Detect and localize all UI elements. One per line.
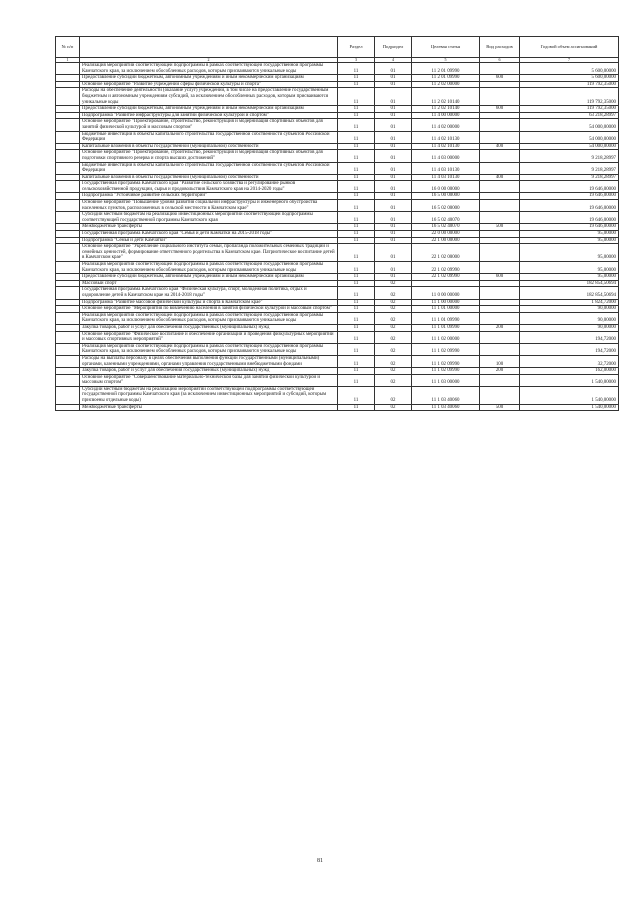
subsection-code: 01 [375, 262, 412, 274]
expense-type-code [480, 193, 520, 200]
expense-name: Капитальные вложения в объекты государственной (муниципальной) собственности [80, 143, 338, 150]
expense-name: Реализация мероприятий соответствующей подпрограммы в рамках соответствующей государственной программы Камчатского края, за исключением обособленных расходов, которым присваиваются уникальные коды [80, 312, 338, 324]
table-row [56, 368, 619, 375]
expense-name: Государственная программа Камчатского края "Семья и дети Камчатки на 2015-2018 годы" [80, 231, 338, 238]
target-article-code: 11 4 03 00000 [412, 150, 480, 162]
target-article-code: 11 1 02 09990 [412, 368, 480, 375]
expense-type-code [480, 119, 520, 131]
expense-type-code [480, 237, 520, 244]
subsection-code: 01 [375, 174, 412, 181]
target-article-code: 22 1 02 09990 [412, 274, 480, 281]
row-number [56, 287, 80, 299]
section-code: 11 [338, 106, 375, 113]
section-code: 11 [338, 193, 375, 200]
table-row [56, 299, 619, 306]
table-row [56, 212, 619, 224]
target-article-code: 11 4 02 10130 [412, 131, 480, 143]
expense-name: Основное мероприятие "Проектирование, строительство, реконструкция и модернизация спортивных объектов для подготовки спортивного резерва и спорта высших достижений" [80, 150, 338, 162]
row-number [56, 75, 80, 82]
table-row [56, 224, 619, 231]
target-article-code: 22 1 00 00000 [412, 237, 480, 244]
table-row [56, 262, 619, 274]
amount: 9 218,28997 [520, 174, 619, 181]
subsection-code: 02 [375, 343, 412, 355]
target-article-code: 11 2 01 09990 [412, 63, 480, 75]
amount: 119 792,35000 [520, 81, 619, 88]
table-row [56, 200, 619, 212]
subsection-code: 02 [375, 355, 412, 367]
amount: 194,72000 [520, 331, 619, 343]
target-article-code: 16 0 00 00000 [412, 181, 480, 193]
expense-type-code [480, 386, 520, 404]
section-code: 11 [338, 224, 375, 231]
table-row [56, 143, 619, 150]
row-number [56, 331, 80, 343]
section-code: 11 [338, 63, 375, 75]
expense-type-code [480, 312, 520, 324]
table-row [56, 231, 619, 238]
expense-type-code [480, 343, 520, 355]
section-code: 11 [338, 368, 375, 375]
expense-type-code [480, 374, 520, 386]
row-number [56, 312, 80, 324]
target-article-code: 16 5 02 40070 [412, 224, 480, 231]
amount: 162,00000 [520, 368, 619, 375]
expense-name: Основное мероприятие "Укрепление социального института семьи, пропаганда положительных семейных традиций и семейных ценностей, формирование ответственного родительства в Камчатском крае. Патриотическое воспитание детей в Камчатском крае" [80, 244, 338, 262]
table-row [56, 150, 619, 162]
table-row [56, 404, 619, 411]
section-code: 11 [338, 299, 375, 306]
target-article-code: 22 0 00 00000 [412, 231, 480, 238]
table-row [56, 244, 619, 262]
table-row [56, 88, 619, 106]
subsection-code: 01 [375, 244, 412, 262]
table-row [56, 237, 619, 244]
amount: 63 218,28997 [520, 112, 619, 119]
target-article-code: 16 5 00 00000 [412, 193, 480, 200]
target-article-code: 11 1 00 00000 [412, 299, 480, 306]
table-row [56, 81, 619, 88]
target-article-code: 11 1 01 09990 [412, 312, 480, 324]
row-number [56, 112, 80, 119]
table-row [56, 75, 619, 82]
target-article-code: 11 1 01 09990 [412, 324, 480, 331]
table-row [56, 274, 619, 281]
subsection-code: 01 [375, 143, 412, 150]
amount: 119 792,35000 [520, 88, 619, 106]
amount: 194,72000 [520, 343, 619, 355]
expense-type-code [480, 162, 520, 174]
subsection-code: 02 [375, 324, 412, 331]
target-article-code: 11 2 02 10140 [412, 106, 480, 113]
expense-type-code [480, 244, 520, 262]
amount: 95,00000 [520, 244, 619, 262]
expense-type-code: 200 [480, 324, 520, 331]
expense-type-code [480, 63, 520, 75]
amount: 1 540,00000 [520, 386, 619, 404]
row-number [56, 355, 80, 367]
expense-name: Основное мероприятие "Развитие учреждений сферы физической культуры и спорта" [80, 81, 338, 88]
expense-name: Подпрограмма "Развитие массовой физической культуры и спорта в Камчатском крае" [80, 299, 338, 306]
row-number [56, 181, 80, 193]
amount: 19 646,00000 [520, 224, 619, 231]
row-number [56, 244, 80, 262]
amount: 5 600,00000 [520, 75, 619, 82]
expense-name: Подпрограмма "Устойчивое развитие сельских территорий" [80, 193, 338, 200]
expense-name: Реализация мероприятий соответствующей подпрограммы в рамках соответствующей государственной программы Камчатского края, за исключением обособленных расходов, которым присваиваются уникальные коды [80, 63, 338, 75]
section-code: 11 [338, 244, 375, 262]
amount: 9 218,28997 [520, 150, 619, 162]
section-code: 11 [338, 404, 375, 411]
table-row [56, 324, 619, 331]
expense-type-code [480, 112, 520, 119]
expense-type-code: 600 [480, 75, 520, 82]
section-code: 11 [338, 386, 375, 404]
section-code: 11 [338, 231, 375, 238]
row-number [56, 374, 80, 386]
row-number [56, 200, 80, 212]
expense-name: Субсидии местным бюджетам на реализацию мероприятий соответствующей подпрограммы соответствующей государственной программы Камчатского края (за исключением инвестиционных мероприятий и субсидий, которым присвоены отдельные коды) [80, 386, 338, 404]
target-article-code: 11 4 02 00000 [412, 119, 480, 131]
amount: 5 600,00000 [520, 63, 619, 75]
table-row [56, 355, 619, 367]
subsection-code: 01 [375, 131, 412, 143]
page-number: 81 [317, 858, 323, 864]
expense-name: Субсидии местным бюджетам на реализацию инвестиционных мероприятий соответствующей подпрограммы соответствующей государственной программы Камчатского края [80, 212, 338, 224]
expense-name: Межбюджетные трансферты [80, 404, 338, 411]
expense-type-code [480, 287, 520, 299]
target-article-code: 11 1 03 00000 [412, 374, 480, 386]
expense-name: Государственная программа Камчатского края "Физическая культура, спорт, молодежная политика, отдых и оздоровление детей в Камчатском крае на 2014-2018 годы" [80, 287, 338, 299]
expense-name: Предоставление субсидий бюджетным, автономным учреждениям и иным некоммерческим организациям [80, 106, 338, 113]
amount: 95,00000 [520, 274, 619, 281]
subsection-code: 01 [375, 274, 412, 281]
table-row [56, 131, 619, 143]
section-code: 11 [338, 200, 375, 212]
amount: 54 000,00000 [520, 143, 619, 150]
row-number [56, 386, 80, 404]
header-section: Раздел [338, 37, 375, 58]
table-row [56, 287, 619, 299]
expense-name: Межбюджетные трансферты [80, 224, 338, 231]
target-article-code: 11 1 01 00000 [412, 306, 480, 313]
column-number: 7 [520, 58, 619, 63]
expense-type-code [480, 262, 520, 274]
section-code: 11 [338, 237, 375, 244]
row-number [56, 212, 80, 224]
expense-name: Реализация мероприятий соответствующей подпрограммы в рамках соответствующей государственной программы Камчатского края, за исключением обособленных расходов, которым присваиваются уникальные коды [80, 262, 338, 274]
row-number [56, 174, 80, 181]
column-number: 2 [80, 58, 338, 63]
section-code: 11 [338, 150, 375, 162]
expense-type-code: 100 [480, 355, 520, 367]
target-article-code: 22 1 02 00000 [412, 244, 480, 262]
section-code: 11 [338, 355, 375, 367]
table-row [56, 112, 619, 119]
amount: 95,00000 [520, 231, 619, 238]
expense-name: Реализация мероприятий соответствующей подпрограммы в рамках соответствующей государственной программы Камчатского края, за исключением обособленных расходов, которым присваиваются уникальные коды [80, 343, 338, 355]
target-article-code: 22 1 02 09990 [412, 262, 480, 274]
header-subsection: Подраздел [375, 37, 412, 58]
subsection-code: 01 [375, 150, 412, 162]
target-article-code: 11 4 03 10130 [412, 174, 480, 181]
section-code: 11 [338, 324, 375, 331]
subsection-code: 02 [375, 306, 412, 313]
section-code: 11 [338, 131, 375, 143]
expense-type-code [480, 231, 520, 238]
table-row [56, 193, 619, 200]
expense-name: Расходы на выплаты персоналу в целях обеспечения выполнения функций государственными (муниципальными) органами, казенными учреждениями, органами управления государственными внебюджетными фондами [80, 355, 338, 367]
row-number [56, 88, 80, 106]
row-number [56, 106, 80, 113]
subsection-code: 01 [375, 63, 412, 75]
amount: 1 824,72000 [520, 299, 619, 306]
expense-type-code [480, 306, 520, 313]
row-number [56, 274, 80, 281]
amount: 1 540,00000 [520, 404, 619, 411]
row-number [56, 150, 80, 162]
section-code: 11 [338, 81, 375, 88]
expense-name: Подпрограмма "Семья и дети Камчатки" [80, 237, 338, 244]
table-row [56, 162, 619, 174]
expense-name: Предоставление субсидий бюджетным, автономным учреждениям и иным некоммерческим организациям [80, 75, 338, 82]
subsection-code: 02 [375, 374, 412, 386]
expense-type-code: 600 [480, 106, 520, 113]
target-article-code: 11 2 02 10140 [412, 88, 480, 106]
amount: 95,00000 [520, 237, 619, 244]
expense-name: Основное мероприятие "Мероприятия по вовлечению населения в занятия физической культурой и массовым спортом" [80, 306, 338, 313]
section-code: 11 [338, 343, 375, 355]
expense-name: Основное мероприятие "Повышение уровня развития социальной инфраструктуры и инженерного обустройства населенных пунктов, расположенных в сельской местности в Камчатском крае" [80, 200, 338, 212]
subsection-code: 02 [375, 404, 412, 411]
amount: 182 854,50694 [520, 280, 619, 287]
subsection-code: 01 [375, 119, 412, 131]
amount: 32,72000 [520, 355, 619, 367]
row-number [56, 162, 80, 174]
expense-type-code: 400 [480, 174, 520, 181]
section-code: 11 [338, 88, 375, 106]
header-expense-type: Вид расходов [480, 37, 520, 58]
section-code: 11 [338, 112, 375, 119]
row-number [56, 143, 80, 150]
subsection-code: 02 [375, 386, 412, 404]
amount: 90,00000 [520, 324, 619, 331]
expense-type-code [480, 181, 520, 193]
expense-name: Основное мероприятие "Проектирование, строительство, реконструкция и модернизация спортивных объектов для занятий физической культурой и массовым спортом" [80, 119, 338, 131]
expense-type-code [480, 331, 520, 343]
expense-type-code: 600 [480, 274, 520, 281]
amount: 19 646,00000 [520, 200, 619, 212]
table-row [56, 106, 619, 113]
subsection-code: 01 [375, 224, 412, 231]
expense-type-code [480, 131, 520, 143]
budget-sheet [55, 36, 618, 411]
expense-name: Основное мероприятие "Физическое воспитание и обеспечение организации и проведения физкультурных мероприятий и массовых спортивных мероприятий" [80, 331, 338, 343]
table-row [56, 63, 619, 75]
amount: 119 792,35000 [520, 106, 619, 113]
target-article-code: 11 1 03 40060 [412, 386, 480, 404]
column-number: 5 [412, 58, 480, 63]
expense-type-code [480, 212, 520, 224]
column-number: 6 [480, 58, 520, 63]
section-code: 11 [338, 374, 375, 386]
expense-type-code: 500 [480, 404, 520, 411]
table-row [56, 312, 619, 324]
table-header [56, 37, 619, 63]
subsection-code: 01 [375, 181, 412, 193]
row-number [56, 306, 80, 313]
target-article-code: 11 1 03 40060 [412, 404, 480, 411]
row-number [56, 404, 80, 411]
section-code: 11 [338, 181, 375, 193]
row-number [56, 119, 80, 131]
subsection-code: 01 [375, 81, 412, 88]
table-row [56, 119, 619, 131]
target-article-code: 11 2 01 09990 [412, 75, 480, 82]
expense-type-code: 200 [480, 368, 520, 375]
section-code: 11 [338, 287, 375, 299]
expense-name: Бюджетные инвестиции в объекты капитального строительства государственной собственности субъектов Российской Федерации [80, 131, 338, 143]
amount: 1 540,00000 [520, 374, 619, 386]
table-row [56, 181, 619, 193]
section-code: 11 [338, 331, 375, 343]
subsection-code: 02 [375, 331, 412, 343]
target-article-code: 16 5 02 00000 [412, 200, 480, 212]
section-code: 11 [338, 262, 375, 274]
row-number [56, 224, 80, 231]
expense-name: Государственная программа Камчатского края "Развитие сельского хозяйства и регулирование рынков сельскохозяйственной продукции, сырья и продовольствия Камчатского края на 2014-2020 годы" [80, 181, 338, 193]
expense-name: Закупка товаров, работ и услуг для обеспечения государственных (муниципальных) нужд [80, 368, 338, 375]
expense-type-code: 400 [480, 143, 520, 150]
header-name [80, 37, 338, 58]
row-number [56, 324, 80, 331]
row-number [56, 299, 80, 306]
section-code: 11 [338, 212, 375, 224]
subsection-code: 01 [375, 162, 412, 174]
row-number [56, 368, 80, 375]
expense-name: Расходы на обеспечение деятельности (оказание услуг) учреждений, в том числе на предоставление государственным бюджетным и автономным учреждениям субсидий, за исключением обособленных расходов, которым присваиваются уникальные коды [80, 88, 338, 106]
expense-name: Массовый спорт [80, 280, 338, 287]
table-row [56, 386, 619, 404]
subsection-code: 01 [375, 88, 412, 106]
row-number [56, 343, 80, 355]
subsection-code: 01 [375, 212, 412, 224]
section-code: 11 [338, 274, 375, 281]
amount: 19 646,00000 [520, 181, 619, 193]
row-number [56, 81, 80, 88]
header-target-article: Целевая статья [412, 37, 480, 58]
amount: 54 000,00000 [520, 131, 619, 143]
target-article-code: 11 0 00 00000 [412, 287, 480, 299]
expense-name: Бюджетные инвестиции в объекты капитального строительства государственной собственности субъектов Российской Федерации [80, 162, 338, 174]
expense-name: Основное мероприятие "Совершенствование материально-технической базы для занятий физической культурой и массовым спортом" [80, 374, 338, 386]
column-number: 1 [56, 58, 80, 63]
expense-name: Подпрограмма "Развитие инфраструктуры для занятий физической культурой и спортом" [80, 112, 338, 119]
amount: 9 218,28997 [520, 162, 619, 174]
table-row [56, 280, 619, 287]
target-article-code: 16 5 02 40070 [412, 212, 480, 224]
amount: 95,00000 [520, 262, 619, 274]
target-article-code: 11 4 02 10130 [412, 143, 480, 150]
target-article-code [412, 280, 480, 287]
expense-name: Предоставление субсидий бюджетным, автономным учреждениям и иным некоммерческим организациям [80, 274, 338, 281]
expense-type-code [480, 299, 520, 306]
expense-type-code [480, 200, 520, 212]
table-body [56, 63, 619, 411]
row-number [56, 231, 80, 238]
row-number [56, 237, 80, 244]
amount: 90,00000 [520, 306, 619, 313]
section-code: 11 [338, 306, 375, 313]
section-code: 11 [338, 312, 375, 324]
section-code: 11 [338, 143, 375, 150]
target-article-code: 11 4 00 00000 [412, 112, 480, 119]
column-number: 3 [338, 58, 375, 63]
target-article-code: 11 1 02 09990 [412, 355, 480, 367]
amount: 54 000,00000 [520, 119, 619, 131]
expense-type-code [480, 280, 520, 287]
expense-type-code [480, 88, 520, 106]
expense-type-code [480, 150, 520, 162]
section-code: 11 [338, 280, 375, 287]
amount: 182 854,50694 [520, 287, 619, 299]
expense-type-code: 500 [480, 224, 520, 231]
row-number [56, 131, 80, 143]
target-article-code: 11 1 02 00000 [412, 331, 480, 343]
subsection-code: 01 [375, 112, 412, 119]
table-row [56, 174, 619, 181]
row-number [56, 193, 80, 200]
row-number [56, 262, 80, 274]
target-article-code: 11 4 03 10130 [412, 162, 480, 174]
section-code: 11 [338, 174, 375, 181]
amount: 19 646,00000 [520, 193, 619, 200]
subsection-code: 02 [375, 299, 412, 306]
header-no: № п/п [56, 37, 80, 58]
target-article-code: 11 2 02 00000 [412, 81, 480, 88]
section-code: 11 [338, 119, 375, 131]
subsection-code: 01 [375, 237, 412, 244]
amount: 90,00000 [520, 312, 619, 324]
header-amount: Годовой объем ассигнований [520, 37, 619, 58]
table-row [56, 343, 619, 355]
expense-name: Закупка товаров, работ и услуг для обеспечения государственных (муниципальных) нужд [80, 324, 338, 331]
expense-type-code [480, 81, 520, 88]
target-article-code: 11 1 02 09990 [412, 343, 480, 355]
expense-name: Капитальные вложения в объекты государственной (муниципальной) собственности [80, 174, 338, 181]
subsection-code: 02 [375, 287, 412, 299]
section-code: 11 [338, 162, 375, 174]
budget-table [55, 36, 619, 411]
table-row [56, 306, 619, 313]
subsection-code: 02 [375, 368, 412, 375]
table-row [56, 374, 619, 386]
subsection-code: 02 [375, 280, 412, 287]
subsection-code: 01 [375, 193, 412, 200]
subsection-code: 01 [375, 200, 412, 212]
subsection-code: 02 [375, 312, 412, 324]
row-number [56, 63, 80, 75]
table-row [56, 331, 619, 343]
row-number [56, 280, 80, 287]
amount: 19 646,00000 [520, 212, 619, 224]
section-code: 11 [338, 75, 375, 82]
subsection-code: 01 [375, 231, 412, 238]
column-number: 4 [375, 58, 412, 63]
subsection-code: 01 [375, 106, 412, 113]
subsection-code: 01 [375, 75, 412, 82]
